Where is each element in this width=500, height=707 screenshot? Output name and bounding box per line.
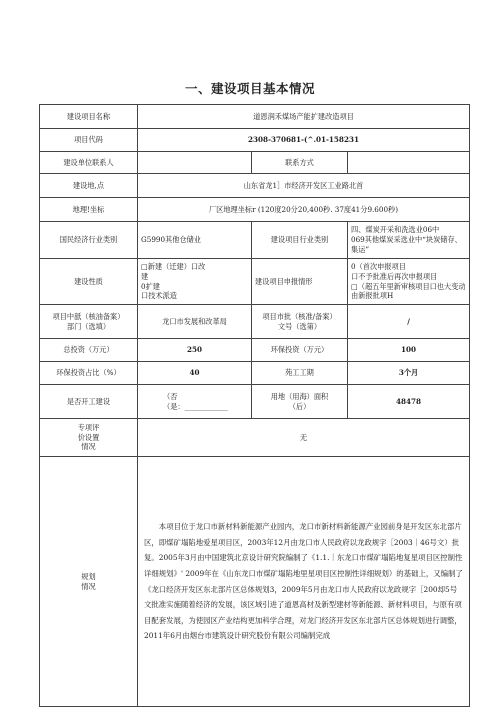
label-plan: 规划 情况 (40, 457, 138, 707)
plan-description (138, 457, 470, 707)
label-coords: 地理!坐标 (40, 198, 138, 222)
row-approval (40, 305, 470, 339)
label-construction-period: 苑工工期 (252, 362, 348, 385)
label-started: 是否开工建设 (40, 385, 138, 419)
label-contact: 建设单位联系人 (40, 152, 138, 174)
label-project-industry: 建设项目行业类别 (252, 222, 348, 259)
value-investment: 250 (138, 339, 252, 362)
label-land-area: 用地（用海）面积 （后） (252, 385, 348, 419)
row-plan (40, 457, 470, 707)
row-location (40, 174, 470, 198)
label-phone: 联系方式 (252, 152, 348, 174)
label-declaration: 建设项目申报情形 (252, 259, 348, 305)
label-approval-number: 项目市批（核准/备案） 文号（选第） (252, 305, 348, 339)
label-approval-dept: 项目中舐（核油备案） 部门（选填） (40, 305, 138, 339)
value-project-industry: 四、煤炭开采和洗选业06中 069其他煤炭采选业中“块炭储存、 集运” (348, 222, 470, 259)
value-location: 山东省龙1］市经济开发区工业路北首 (138, 174, 470, 198)
plan-paragraph: 本项目位于龙口市新材料新能源产业园内，龙口市新材料新能源产业园前身是开发区东北部片区，即煤矿塌陷地爱星项目区，2003年12月由龙口市人民政府以龙政规字［2003｜46号文）批复。2005年3月由中国建筑北京设计研究院编制了《1.1.｜东龙口市煤矿塌陷地复星项目区控制性详细规划》' 2009年在《山东龙口市煤矿塌陷地里星项目区控制性详细规划）的基础上，又编制了《龙口经济开发区东北部片区总体规划3，2009年5月由龙口市人民政府以龙政规字［200却5号文批准实施随着经济的发展，该区域引进了道恩高材及新型建材等新能源、新材料项目，与原有项目配套发展，为使园区产业结构更加科学合理，对龙门经济开发区东北部片区总体规划进行调整，2011年6月由烟台市建筑设计研究股份有限公司编制完成 (144, 522, 463, 641)
project-info-table (39, 104, 470, 707)
value-phone (348, 152, 470, 174)
value-approval-dept: 龙口市发展和改革局 (138, 305, 252, 339)
label-industry: 国民经济行业类别 (40, 222, 138, 259)
label-special: 专项评 价设置 情况 (40, 419, 138, 457)
label-project-code: 项目代码 (40, 129, 138, 152)
value-industry: G5990其他仓储业 (138, 222, 252, 259)
value-project-code: 2308-370681-(^.01-158231 (138, 129, 470, 152)
row-ratio (40, 362, 470, 385)
value-contact (138, 152, 252, 174)
value-project-name: 道恩润禾煤场产能扩建改造项目 (138, 105, 470, 129)
row-started (40, 385, 470, 419)
label-nature: 建设性质 (40, 259, 138, 305)
row-project-code (40, 129, 470, 152)
value-approval-number: / (348, 305, 470, 339)
row-industry (40, 222, 470, 259)
label-project-name: 建设项目名称 (40, 105, 138, 129)
label-env-ratio: 环保投资占比（%） (40, 362, 138, 385)
row-contact (40, 152, 470, 174)
value-special: 无 (138, 419, 470, 457)
row-special (40, 419, 470, 457)
row-coords (40, 198, 470, 222)
page-title: 一、建设项目基本情况 (184, 81, 315, 96)
value-coords: 厂区地理坐标r (120度20分20,400秒. 37度41分9.600秒) (138, 198, 470, 222)
label-location: 建设地,点 (40, 174, 138, 198)
row-investment (40, 339, 470, 362)
value-nature: □新建（迁建）口改 建 0扩建 口技术派造 (138, 259, 252, 305)
row-project-name (40, 105, 470, 129)
value-env-investment: 100 (348, 339, 470, 362)
value-construction-period: 3个月 (348, 362, 470, 385)
label-env-investment: 环保投资（万元） (252, 339, 348, 362)
value-declaration: 0（首次申报项目 口不予批准后再次申报项目 □（超五年里新审核项目口也大变动 由新报批项H (348, 259, 470, 305)
label-investment: 总投资（万元） (40, 339, 138, 362)
value-env-ratio: 40 (138, 362, 252, 385)
row-nature (40, 259, 470, 305)
value-started: （否 （是：____________ (138, 385, 252, 419)
value-land-area: 48478 (348, 385, 470, 419)
